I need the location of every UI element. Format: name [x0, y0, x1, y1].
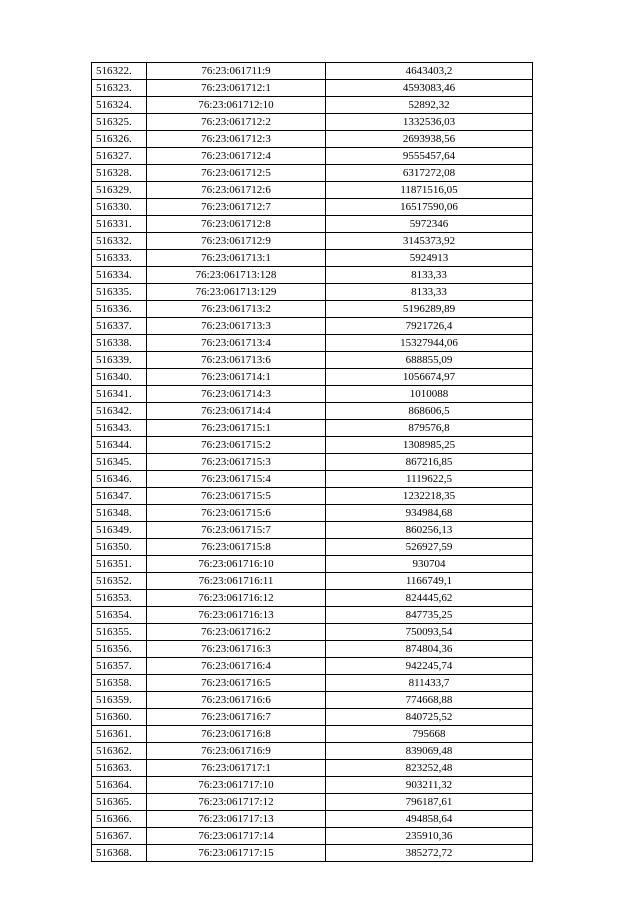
cadastral-value-cell: 774668,88 — [326, 692, 533, 709]
row-number-cell: 516345. — [92, 454, 147, 471]
cadastral-value-cell: 860256,13 — [326, 522, 533, 539]
cadastral-number-cell: 76:23:061717:12 — [147, 794, 326, 811]
row-number-cell: 516353. — [92, 590, 147, 607]
cadastral-number-cell: 76:23:061714:1 — [147, 369, 326, 386]
cadastral-value-cell: 1056674,97 — [326, 369, 533, 386]
cadastral-number-cell: 76:23:061713:6 — [147, 352, 326, 369]
row-number-cell: 516360. — [92, 709, 147, 726]
table-row — [92, 437, 533, 454]
row-number-cell: 516326. — [92, 131, 147, 148]
cadastral-number-cell: 76:23:061716:10 — [147, 556, 326, 573]
cadastral-value-cell: 8133,33 — [326, 267, 533, 284]
cadastral-number-cell: 76:23:061714:3 — [147, 386, 326, 403]
cadastral-value-cell: 874804,36 — [326, 641, 533, 658]
table-row — [92, 369, 533, 386]
table-row — [92, 488, 533, 505]
table-row — [92, 709, 533, 726]
cadastral-value-cell: 688855,09 — [326, 352, 533, 369]
row-number-cell: 516323. — [92, 80, 147, 97]
row-number-cell: 516351. — [92, 556, 147, 573]
table-row — [92, 811, 533, 828]
table-row — [92, 539, 533, 556]
table-row — [92, 352, 533, 369]
cadastral-number-cell: 76:23:061711:9 — [147, 63, 326, 80]
table-row — [92, 471, 533, 488]
cadastral-value-cell: 824445,62 — [326, 590, 533, 607]
table-row — [92, 97, 533, 114]
table-row — [92, 386, 533, 403]
cadastral-value-cell: 11871516,05 — [326, 182, 533, 199]
row-number-cell: 516354. — [92, 607, 147, 624]
table-row — [92, 692, 533, 709]
cadastral-number-cell: 76:23:061713:129 — [147, 284, 326, 301]
table-row — [92, 131, 533, 148]
table-row — [92, 590, 533, 607]
cadastral-number-cell: 76:23:061712:4 — [147, 148, 326, 165]
row-number-cell: 516338. — [92, 335, 147, 352]
cadastral-value-cell: 796187,61 — [326, 794, 533, 811]
cadastral-value-cell: 823252,48 — [326, 760, 533, 777]
cadastral-number-cell: 76:23:061716:7 — [147, 709, 326, 726]
row-number-cell: 516333. — [92, 250, 147, 267]
records-table — [91, 62, 533, 862]
row-number-cell: 516330. — [92, 199, 147, 216]
cadastral-number-cell: 76:23:061715:3 — [147, 454, 326, 471]
cadastral-value-cell: 5972346 — [326, 216, 533, 233]
table-row — [92, 505, 533, 522]
table-row — [92, 794, 533, 811]
cadastral-value-cell: 3145373,92 — [326, 233, 533, 250]
cadastral-number-cell: 76:23:061713:2 — [147, 301, 326, 318]
cadastral-value-cell: 1010088 — [326, 386, 533, 403]
cadastral-value-cell: 4643403,2 — [326, 63, 533, 80]
row-number-cell: 516362. — [92, 743, 147, 760]
cadastral-number-cell: 76:23:061712:1 — [147, 80, 326, 97]
cadastral-number-cell: 76:23:061712:10 — [147, 97, 326, 114]
row-number-cell: 516346. — [92, 471, 147, 488]
row-number-cell: 516339. — [92, 352, 147, 369]
cadastral-number-cell: 76:23:061717:14 — [147, 828, 326, 845]
table-row — [92, 301, 533, 318]
table-row — [92, 641, 533, 658]
cadastral-number-cell: 76:23:061715:8 — [147, 539, 326, 556]
cadastral-number-cell: 76:23:061712:7 — [147, 199, 326, 216]
table-row — [92, 607, 533, 624]
table-row — [92, 114, 533, 131]
cadastral-value-cell: 1308985,25 — [326, 437, 533, 454]
cadastral-number-cell: 76:23:061714:4 — [147, 403, 326, 420]
cadastral-value-cell: 847735,25 — [326, 607, 533, 624]
table-row — [92, 760, 533, 777]
row-number-cell: 516329. — [92, 182, 147, 199]
cadastral-value-cell: 795668 — [326, 726, 533, 743]
row-number-cell: 516344. — [92, 437, 147, 454]
cadastral-number-cell: 76:23:061715:2 — [147, 437, 326, 454]
row-number-cell: 516328. — [92, 165, 147, 182]
cadastral-number-cell: 76:23:061716:11 — [147, 573, 326, 590]
cadastral-number-cell: 76:23:061717:10 — [147, 777, 326, 794]
cadastral-number-cell: 76:23:061713:1 — [147, 250, 326, 267]
row-number-cell: 516357. — [92, 658, 147, 675]
row-number-cell: 516366. — [92, 811, 147, 828]
row-number-cell: 516368. — [92, 845, 147, 862]
cadastral-value-cell: 1119622,5 — [326, 471, 533, 488]
cadastral-value-cell: 840725,52 — [326, 709, 533, 726]
row-number-cell: 516336. — [92, 301, 147, 318]
cadastral-number-cell: 76:23:061712:9 — [147, 233, 326, 250]
cadastral-number-cell: 76:23:061712:6 — [147, 182, 326, 199]
cadastral-number-cell: 76:23:061715:5 — [147, 488, 326, 505]
row-number-cell: 516343. — [92, 420, 147, 437]
row-number-cell: 516327. — [92, 148, 147, 165]
cadastral-value-cell: 526927,59 — [326, 539, 533, 556]
cadastral-number-cell: 76:23:061716:6 — [147, 692, 326, 709]
cadastral-number-cell: 76:23:061716:4 — [147, 658, 326, 675]
table-row — [92, 845, 533, 862]
records-table-body — [92, 63, 533, 862]
cadastral-value-cell: 494858,64 — [326, 811, 533, 828]
row-number-cell: 516325. — [92, 114, 147, 131]
table-row — [92, 148, 533, 165]
cadastral-number-cell: 76:23:061715:7 — [147, 522, 326, 539]
cadastral-value-cell: 1232218,35 — [326, 488, 533, 505]
table-row — [92, 182, 533, 199]
cadastral-value-cell: 811433,7 — [326, 675, 533, 692]
table-row — [92, 403, 533, 420]
table-row — [92, 63, 533, 80]
cadastral-value-cell: 16517590,06 — [326, 199, 533, 216]
table-row — [92, 80, 533, 97]
cadastral-value-cell: 6317272,08 — [326, 165, 533, 182]
cadastral-value-cell: 942245,74 — [326, 658, 533, 675]
cadastral-number-cell: 76:23:061716:3 — [147, 641, 326, 658]
row-number-cell: 516352. — [92, 573, 147, 590]
row-number-cell: 516361. — [92, 726, 147, 743]
cadastral-value-cell: 867216,85 — [326, 454, 533, 471]
row-number-cell: 516367. — [92, 828, 147, 845]
cadastral-value-cell: 879576,8 — [326, 420, 533, 437]
row-number-cell: 516365. — [92, 794, 147, 811]
table-row — [92, 777, 533, 794]
cadastral-number-cell: 76:23:061716:5 — [147, 675, 326, 692]
table-row — [92, 556, 533, 573]
row-number-cell: 516334. — [92, 267, 147, 284]
row-number-cell: 516356. — [92, 641, 147, 658]
cadastral-value-cell: 2693938,56 — [326, 131, 533, 148]
table-row — [92, 233, 533, 250]
cadastral-number-cell: 76:23:061715:1 — [147, 420, 326, 437]
row-number-cell: 516337. — [92, 318, 147, 335]
cadastral-number-cell: 76:23:061715:4 — [147, 471, 326, 488]
row-number-cell: 516324. — [92, 97, 147, 114]
table-row — [92, 250, 533, 267]
cadastral-number-cell: 76:23:061716:13 — [147, 607, 326, 624]
table-row — [92, 675, 533, 692]
table-row — [92, 624, 533, 641]
table-row — [92, 743, 533, 760]
row-number-cell: 516364. — [92, 777, 147, 794]
row-number-cell: 516342. — [92, 403, 147, 420]
row-number-cell: 516363. — [92, 760, 147, 777]
cadastral-number-cell: 76:23:061712:2 — [147, 114, 326, 131]
cadastral-value-cell: 385272,72 — [326, 845, 533, 862]
table-row — [92, 199, 533, 216]
table-row — [92, 522, 533, 539]
table-row — [92, 216, 533, 233]
row-number-cell: 516341. — [92, 386, 147, 403]
cadastral-value-cell: 1166749,1 — [326, 573, 533, 590]
cadastral-number-cell: 76:23:061717:13 — [147, 811, 326, 828]
cadastral-number-cell: 76:23:061716:2 — [147, 624, 326, 641]
table-row — [92, 420, 533, 437]
cadastral-value-cell: 15327944,06 — [326, 335, 533, 352]
cadastral-number-cell: 76:23:061716:8 — [147, 726, 326, 743]
table-row — [92, 284, 533, 301]
row-number-cell: 516350. — [92, 539, 147, 556]
cadastral-value-cell: 4593083,46 — [326, 80, 533, 97]
row-number-cell: 516332. — [92, 233, 147, 250]
cadastral-number-cell: 76:23:061716:12 — [147, 590, 326, 607]
row-number-cell: 516340. — [92, 369, 147, 386]
row-number-cell: 516349. — [92, 522, 147, 539]
row-number-cell: 516331. — [92, 216, 147, 233]
cadastral-number-cell: 76:23:061712:8 — [147, 216, 326, 233]
row-number-cell: 516348. — [92, 505, 147, 522]
table-row — [92, 828, 533, 845]
row-number-cell: 516359. — [92, 692, 147, 709]
cadastral-number-cell: 76:23:061713:128 — [147, 267, 326, 284]
cadastral-value-cell: 52892,32 — [326, 97, 533, 114]
row-number-cell: 516347. — [92, 488, 147, 505]
cadastral-number-cell: 76:23:061717:15 — [147, 845, 326, 862]
cadastral-value-cell: 839069,48 — [326, 743, 533, 760]
table-row — [92, 658, 533, 675]
cadastral-number-cell: 76:23:061715:6 — [147, 505, 326, 522]
table-row — [92, 454, 533, 471]
row-number-cell: 516355. — [92, 624, 147, 641]
table-row — [92, 573, 533, 590]
table-row — [92, 318, 533, 335]
cadastral-value-cell: 235910,36 — [326, 828, 533, 845]
cadastral-value-cell: 750093,54 — [326, 624, 533, 641]
table-row — [92, 267, 533, 284]
table-row — [92, 726, 533, 743]
cadastral-value-cell: 9555457,64 — [326, 148, 533, 165]
cadastral-value-cell: 930704 — [326, 556, 533, 573]
row-number-cell: 516322. — [92, 63, 147, 80]
cadastral-value-cell: 903211,32 — [326, 777, 533, 794]
row-number-cell: 516335. — [92, 284, 147, 301]
cadastral-value-cell: 5924913 — [326, 250, 533, 267]
table-row — [92, 335, 533, 352]
cadastral-value-cell: 5196289,89 — [326, 301, 533, 318]
cadastral-number-cell: 76:23:061712:3 — [147, 131, 326, 148]
cadastral-number-cell: 76:23:061713:3 — [147, 318, 326, 335]
cadastral-number-cell: 76:23:061713:4 — [147, 335, 326, 352]
cadastral-number-cell: 76:23:061716:9 — [147, 743, 326, 760]
cadastral-value-cell: 1332536,03 — [326, 114, 533, 131]
cadastral-number-cell: 76:23:061712:5 — [147, 165, 326, 182]
cadastral-value-cell: 934984,68 — [326, 505, 533, 522]
cadastral-value-cell: 868606,5 — [326, 403, 533, 420]
cadastral-value-cell: 7921726,4 — [326, 318, 533, 335]
row-number-cell: 516358. — [92, 675, 147, 692]
cadastral-value-cell: 8133,33 — [326, 284, 533, 301]
table-row — [92, 165, 533, 182]
cadastral-number-cell: 76:23:061717:1 — [147, 760, 326, 777]
